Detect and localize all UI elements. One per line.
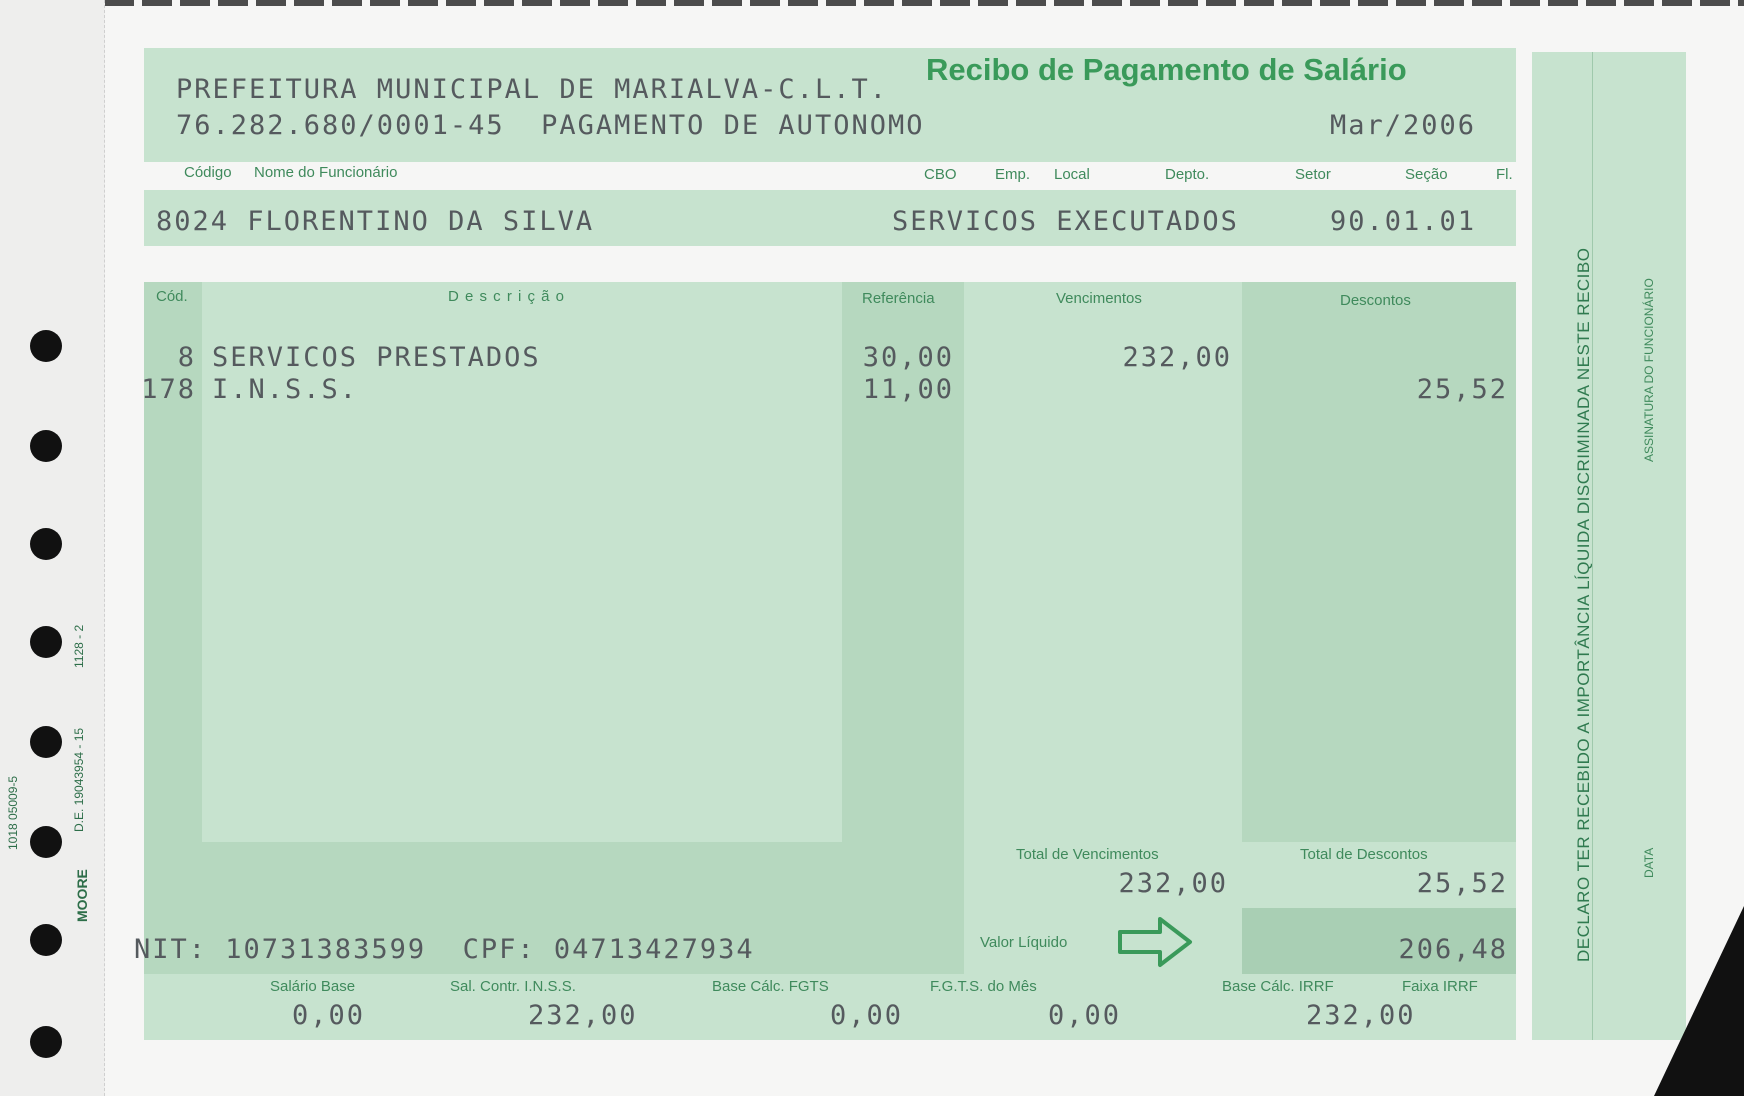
label-secao: Seção — [1405, 166, 1448, 183]
employee-section-code: 90.01.01 — [1330, 206, 1477, 237]
label-nome: Nome do Funcionário — [254, 164, 398, 181]
label-local: Local — [1054, 166, 1090, 183]
feed-hole — [30, 430, 62, 462]
valor-liquido: 206,48 — [1398, 934, 1508, 965]
feed-hole — [30, 1026, 62, 1058]
row-2-descontos: 25,52 — [1416, 374, 1508, 405]
feed-hole — [30, 528, 62, 560]
total-descontos: 25,52 — [1416, 868, 1508, 899]
label-emp: Emp. — [995, 166, 1031, 183]
signature-label: ASSINATURA DO FUNCIONÁRIO — [1642, 278, 1656, 462]
employee-department: SERVICOS EXECUTADOS — [892, 206, 1239, 237]
row-1-vencimentos: 232,00 — [1122, 342, 1232, 373]
feed-hole — [30, 924, 62, 956]
employee-line: 8024 FLORENTINO DA SILVA — [156, 206, 595, 237]
base-irrf-label: Base Cálc. IRRF — [1222, 978, 1334, 995]
form-title: Recibo de Pagamento de Salário — [926, 52, 1407, 87]
cnpj-line: 76.282.680/0001-45 PAGAMENTO DE AUTONOMO — [176, 110, 925, 141]
row-1-referencia: 30,00 — [862, 342, 954, 373]
total-descontos-label: Total de Descontos — [1300, 846, 1428, 863]
row-2-cod: 178 — [141, 374, 196, 405]
header-cod: Cód. — [156, 288, 188, 305]
label-depto: Depto. — [1165, 166, 1210, 183]
fgts-mes: 0,00 — [1048, 1000, 1122, 1031]
header-vencimentos: Vencimentos — [1056, 290, 1142, 307]
label-setor: Setor — [1295, 166, 1331, 183]
base-fgts: 0,00 — [830, 1000, 904, 1031]
feed-hole — [30, 726, 62, 758]
fgts-mes-label: F.G.T.S. do Mês — [930, 978, 1037, 995]
faixa-irrf-label: Faixa IRRF — [1402, 978, 1478, 995]
form-code: 1018 05009-5 — [6, 775, 20, 850]
date-label: DATA — [1642, 847, 1656, 878]
row-1-cod: 8 — [177, 342, 196, 373]
brand-logo: MOORE — [74, 869, 90, 922]
company-line: PREFEITURA MUNICIPAL DE MARIALVA-C.L.T. — [176, 74, 888, 105]
declaration-text: DECLARO TER RECEBIDO A IMPORTÂNCIA LÍQUIDA DISCRIMINADA NESTE RECIBO — [1574, 247, 1593, 962]
top-perforation — [104, 0, 1744, 6]
label-cbo: CBO — [924, 166, 957, 183]
header-descontos: Descontos — [1340, 292, 1411, 309]
base-irrf: 232,00 — [1306, 1000, 1416, 1031]
feed-hole — [30, 330, 62, 362]
valor-liquido-label: Valor Líquido — [980, 934, 1068, 951]
sal-contr-label: Sal. Contr. I.N.S.S. — [450, 978, 576, 995]
header-descricao: D e s c r i ç ã o — [448, 288, 566, 305]
declaration-band — [1532, 52, 1686, 1040]
row-2-descricao: I.N.S.S. — [212, 374, 359, 405]
arrow-right-icon — [1116, 914, 1194, 970]
label-fl: Fl. — [1496, 166, 1513, 183]
row-1-descricao: SERVICOS PRESTADOS — [212, 342, 541, 373]
form-number: 1128 - 2 — [72, 624, 86, 668]
label-codigo: Código — [184, 164, 232, 181]
col-descontos — [1242, 282, 1516, 842]
feed-hole — [30, 626, 62, 658]
de-code: D.E. 19043954 - 15 — [72, 727, 86, 832]
header-referencia: Referência — [862, 290, 935, 307]
total-vencimentos-label: Total de Vencimentos — [1016, 846, 1159, 863]
period: Mar/2006 — [1330, 110, 1477, 141]
row-2-referencia: 11,00 — [862, 374, 954, 405]
nit-cpf-line: NIT: 10731383599 CPF: 04713427934 — [134, 934, 755, 965]
sal-contr: 232,00 — [528, 1000, 638, 1031]
total-vencimentos: 232,00 — [1118, 868, 1228, 899]
salario-base-label: Salário Base — [270, 978, 356, 995]
base-fgts-label: Base Cálc. FGTS — [712, 978, 829, 995]
tractor-feed-strip — [0, 0, 105, 1096]
feed-hole — [30, 826, 62, 858]
salario-base: 0,00 — [292, 1000, 366, 1031]
torn-corner — [1654, 906, 1744, 1096]
